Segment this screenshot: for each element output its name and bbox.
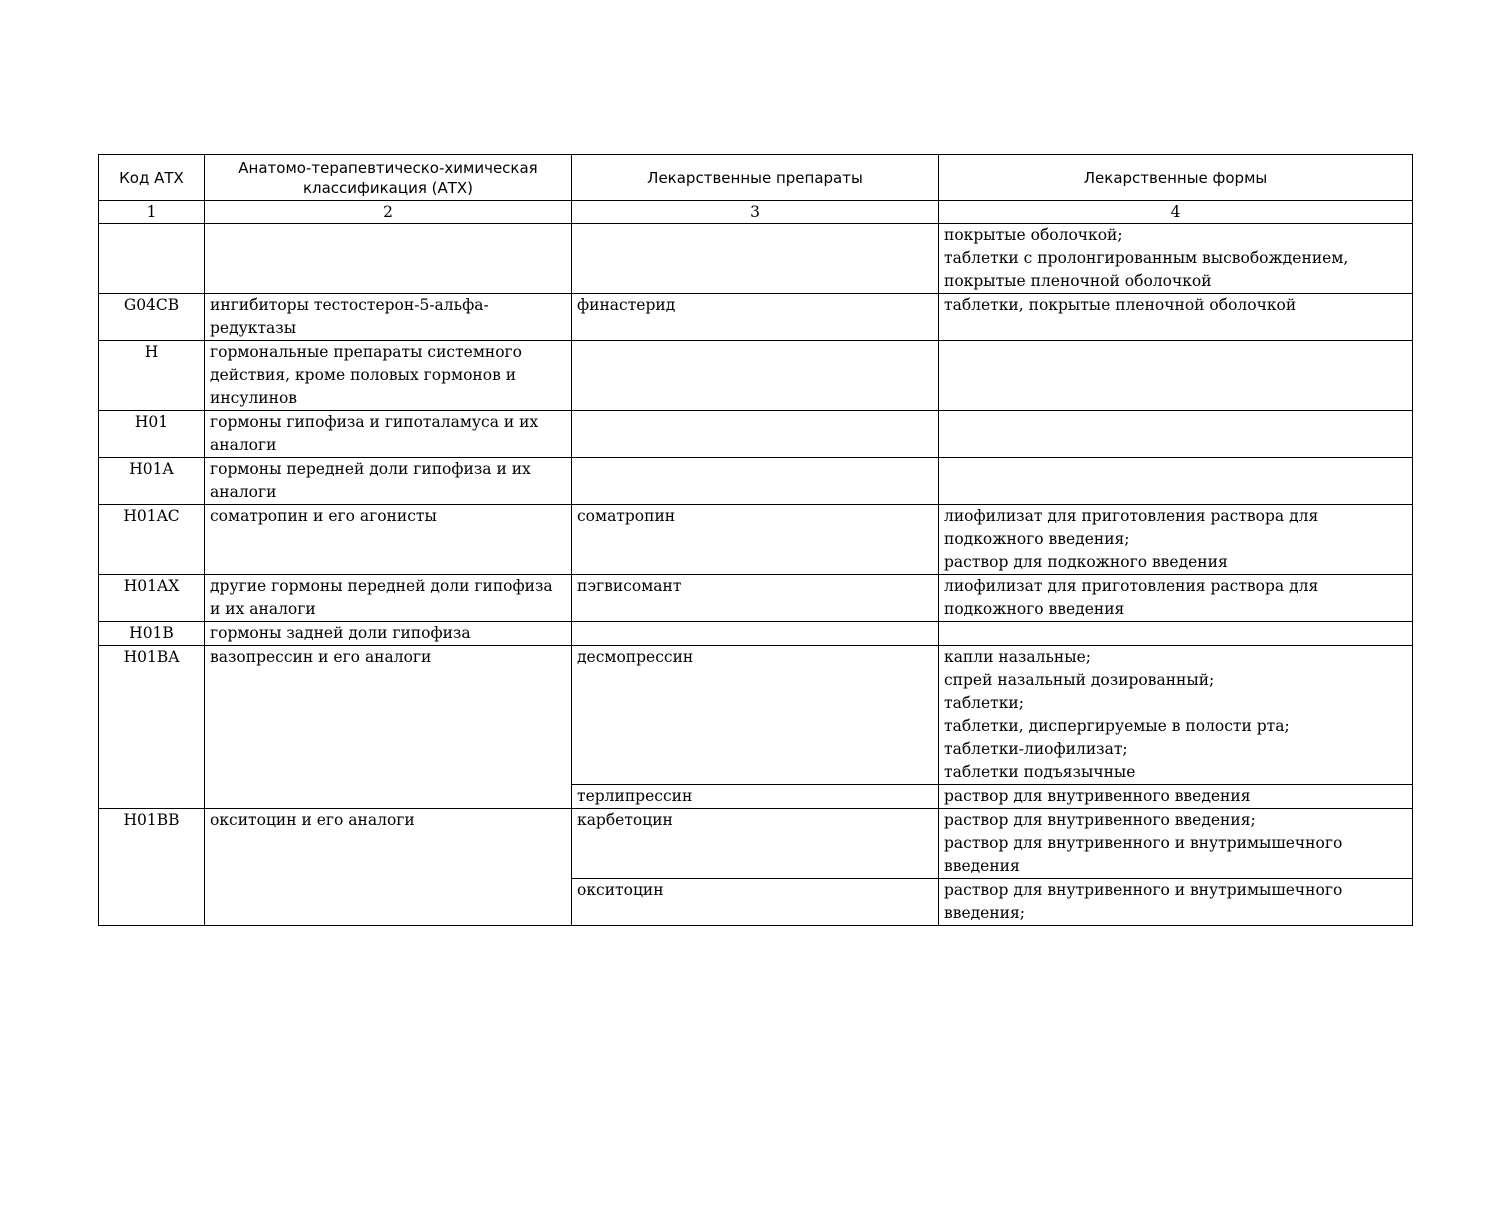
dosage-form-line: введения; [944,904,1026,922]
atc-code-cell: H01BB [99,809,205,926]
dosage-form-line: введения [944,857,1020,875]
drug-cell: карбетоцин [572,809,939,879]
dosage-form-line: таблетки подъязычные [944,763,1136,781]
dosage-form-line: раствор для подкожного введения [944,553,1228,571]
dosage-forms-cell [939,646,1413,785]
dosage-form-line: раствор для внутривенного и внутримышечного [944,881,1343,899]
drug-cell [572,341,939,411]
atc-drug-table [98,154,1413,926]
dosage-form-line: таблетки-лиофилизат; [944,740,1128,758]
dosage-form-line: лиофилизат для приготовления раствора для [944,507,1319,525]
table-row [99,575,1413,622]
table-row [99,458,1413,505]
header-drugs: Лекарственные препараты [572,155,939,201]
atc-code-cell [99,224,205,294]
drug-cell [572,224,939,294]
dosage-form-line: таблетки, диспергируемые в полости рта; [944,717,1290,735]
dosage-forms-cell [939,505,1413,575]
atc-classification-cell [205,224,572,294]
column-number: 4 [939,201,1413,224]
column-number: 1 [99,201,205,224]
drug-cell: пэгвисомант [572,575,939,622]
drug-cell [572,622,939,646]
table-row [99,341,1413,411]
atc-code-cell: H01AC [99,505,205,575]
header-atc-classification: Анатомо-терапевтическо-химическая классификация (АТХ) [205,155,572,201]
dosage-forms-cell [939,411,1413,458]
atc-classification-cell: окситоцин и его аналоги [205,809,572,926]
atc-code-cell: G04CB [99,294,205,341]
table-row [99,224,1413,294]
dosage-forms-cell [939,341,1413,411]
atc-classification-cell: соматропин и его агонисты [205,505,572,575]
drug-cell [572,411,939,458]
table-row [99,294,1413,341]
header-row [99,155,1413,201]
dosage-form-line: раствор для внутривенного введения [944,787,1251,805]
dosage-forms-cell [939,785,1413,809]
dosage-form-line: спрей назальный дозированный; [944,671,1215,689]
atc-code-cell: H01B [99,622,205,646]
dosage-form-line: раствор для внутривенного введения; [944,811,1256,829]
table-row [99,646,1413,785]
atc-classification-cell: гормоны передней доли гипофиза и их аналоги [205,458,572,505]
drug-cell: терлипрессин [572,785,939,809]
table-row [99,809,1413,879]
atc-classification-cell: вазопрессин и его аналоги [205,646,572,809]
drug-cell: окситоцин [572,879,939,926]
dosage-form-line: покрытые пленочной оболочкой [944,272,1212,290]
dosage-form-line: капли назальные; [944,648,1091,666]
drug-cell: соматропин [572,505,939,575]
table-row [99,622,1413,646]
column-number-row [99,201,1413,224]
dosage-form-line: таблетки, покрытые пленочной оболочкой [944,296,1297,314]
atc-code-cell: H [99,341,205,411]
dosage-form-line: покрытые оболочкой; [944,226,1123,244]
atc-code-cell: H01AX [99,575,205,622]
dosage-form-line: лиофилизат для приготовления раствора для [944,577,1319,595]
dosage-form-line: подкожного введения; [944,530,1130,548]
dosage-forms-cell [939,458,1413,505]
dosage-forms-cell [939,294,1413,341]
header-atc-code: Код АТХ [99,155,205,201]
atc-classification-cell: гормоны задней доли гипофиза [205,622,572,646]
dosage-forms-cell [939,879,1413,926]
atc-code-cell: H01A [99,458,205,505]
dosage-forms-cell [939,622,1413,646]
drug-cell: десмопрессин [572,646,939,785]
atc-code-cell: H01 [99,411,205,458]
column-number: 2 [205,201,572,224]
dosage-forms-cell [939,224,1413,294]
header-dosage-forms: Лекарственные формы [939,155,1413,201]
dosage-forms-cell [939,809,1413,879]
drug-cell [572,458,939,505]
dosage-form-line: подкожного введения [944,600,1125,618]
atc-code-cell: H01BA [99,646,205,809]
table-row [99,411,1413,458]
drug-cell: финастерид [572,294,939,341]
dosage-form-line: таблетки с пролонгированным высвобождением, [944,249,1349,267]
column-number: 3 [572,201,939,224]
atc-classification-cell: другие гормоны передней доли гипофиза и их аналоги [205,575,572,622]
atc-classification-cell: ингибиторы тестостерон-5-альфа-редуктазы [205,294,572,341]
dosage-forms-cell [939,575,1413,622]
table-row [99,505,1413,575]
atc-classification-cell: гормоны гипофиза и гипоталамуса и их аналоги [205,411,572,458]
atc-classification-cell: гормональные препараты системного действия, кроме половых гормонов и инсулинов [205,341,572,411]
dosage-form-line: таблетки; [944,694,1024,712]
dosage-form-line: раствор для внутривенного и внутримышечного [944,834,1343,852]
